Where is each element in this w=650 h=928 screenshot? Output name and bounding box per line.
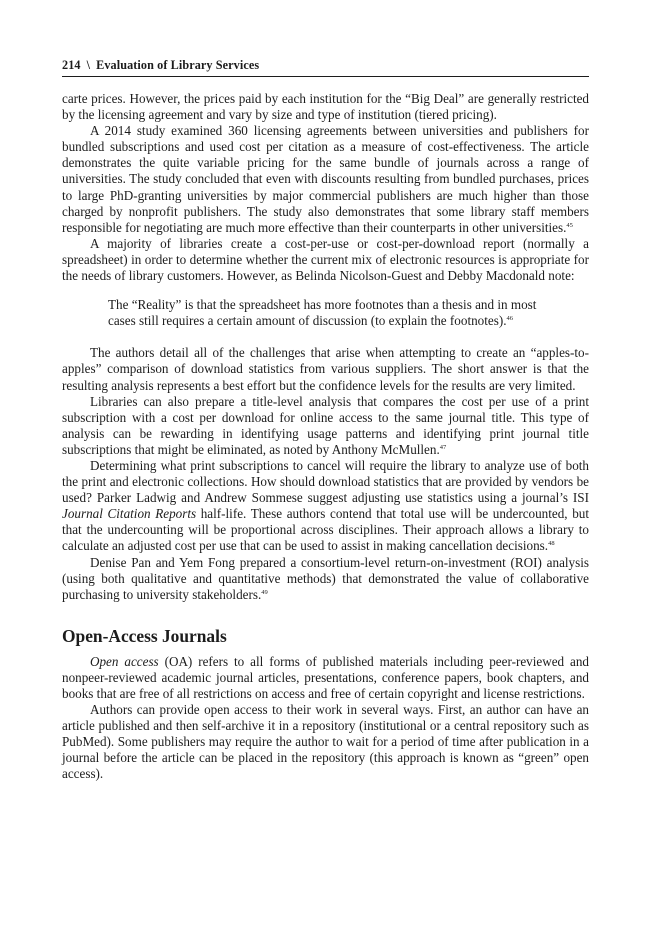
header-separator: \ <box>86 58 91 72</box>
paragraph: Libraries can also prepare a title-level analysis that compares the cost per use of a print subscription with a cost per download for online access to the same journal title. This type of analysis can be rewarding in identifying usage patterns and identifying print journal title subscriptions that might be eliminated, as noted by Anthony McMullen.$^{47}$ <box>62 393 589 457</box>
paragraph: Authors can provide open access to their work in several ways. First, an author can have an article published and then self-archive it in a repository (institutional or a central repository such as PubMed). Some publishers may require the author to wait for a period of time after publication in a journal before the article can be placed in the repository (this approach is known as “green” open access). <box>62 702 589 782</box>
block-quote: The “Reality” is that the spreadsheet has more footnotes than a thesis and in most cases still requires a certain amount of discussion (to explain the footnotes).$^{46}$ <box>108 297 537 329</box>
running-title: Evaluation of Library Services <box>96 58 260 72</box>
body-text <box>62 91 589 783</box>
footnote-ref: 47 <box>439 443 447 451</box>
footnote-ref: 46 <box>506 315 513 323</box>
paragraph: A 2014 study examined 360 licensing agreements between universities and publishers for bundled subscriptions and used cost per citation as a measure of cost-effectiveness. The article demonstrates the quite variable pricing for the same bundle of journals across a range of universities. The study concluded that even with discounts resulting from bundled purchases, prices to large PhD-granting universities by major commercial publishers are much higher than those charged by nonprofit publishers. The study also demonstrates that some library staff members responsible for negotiating are much more effective than their counterparts in other universities.$^{45}$ <box>62 123 589 235</box>
footnote-ref: 45 <box>566 221 573 229</box>
paragraph: Determining what print subscriptions to cancel will require the library to analyze use of both the print and electronic collections. How should download statistics that are provided by vendors be used? Parker Ladwig and Andrew Sommese suggest adjusting use statistics using a journal’s ISI Journal Citation Reports half-life. These authors contend that total use will be undercounted, but that the undercounting will be proportional across disciplines. Their approach allows a library to calculate an adjusted cost per use that can be used to assist in making cancellation decisions.$^{48}$ <box>62 457 589 554</box>
footnote-ref: 49 <box>261 588 268 596</box>
journal-title: Journal Citation Reports <box>62 506 197 522</box>
footnote-ref: 48 <box>548 540 555 548</box>
paragraph: Denise Pan and Yem Fong prepared a consortium-level return-on-investment (ROI) analysis (using both qualitative and quantitative methods) that demonstrated the value of collaborative purchasing to university stakeholders.$^{49}$ <box>62 554 589 602</box>
paragraph: A majority of libraries create a cost-per-use or cost-per-download report (normally a spreadsheet) in order to determine whether the current mix of electronic resources is appropriate for the needs of library customers. However, as Belinda Nicolson-Guest and Debby Macdonald note: <box>62 235 589 284</box>
term: Open access <box>90 653 159 669</box>
running-header <box>62 58 589 77</box>
paragraph: The authors detail all of the challenges that arise when attempting to create an “apples-to-apples” comparison of download statistics from various suppliers. The short answer is that the resulting analysis represents a best effort but the confidence levels for the results are very limited. <box>62 345 589 393</box>
paragraph: Open access (OA) refers to all forms of published materials including peer-reviewed and nonpeer-reviewed academic journal articles, presentations, conference papers, book chapters, and books that are free of all restrictions on access and free of certain copyright and license restrictions. <box>62 653 590 701</box>
paragraph: carte prices. However, the prices paid by each institution for the “Big Deal” are generally restricted by the licensing agreement and vary by size and type of institution (tiered pricing). <box>62 91 589 123</box>
book-page <box>62 58 589 783</box>
section-heading: Open-Access Journals <box>62 625 227 646</box>
page-number: 214 <box>62 58 81 72</box>
